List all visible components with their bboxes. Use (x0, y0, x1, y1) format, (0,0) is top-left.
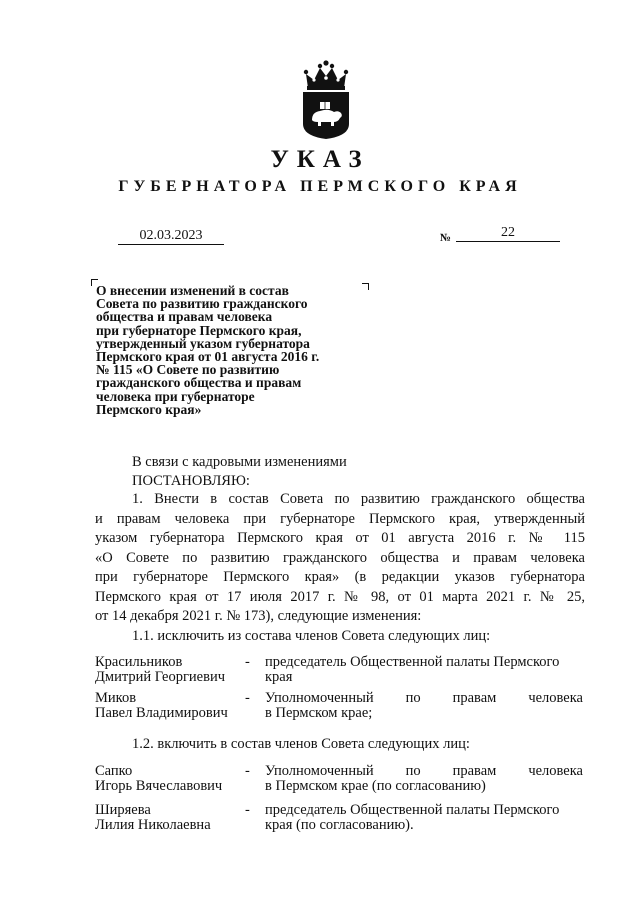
person-name (95, 691, 245, 721)
entry-dash: - (245, 763, 250, 779)
person-position (265, 691, 583, 721)
item-1 (95, 490, 585, 627)
document-date: 02.03.2023 (118, 227, 224, 245)
position-line: председатель Общественной палаты Пермского (265, 654, 560, 670)
person-entry (95, 764, 585, 796)
document-title: УКАЗ (270, 146, 370, 173)
person-position (265, 655, 583, 685)
item-1-line: при губернаторе Пермского края» (в редакции указов губернатора (95, 569, 585, 585)
item-1-line: Пермского края от 17 июля 2017 г. № 98, от 01 марта 2021 г. № 25, (95, 588, 585, 605)
person-given-name: Павел Владимирович (95, 705, 228, 721)
subject-line: гражданского общества и правам (96, 375, 302, 391)
number-label: № (440, 232, 452, 244)
person-entry (95, 691, 585, 723)
subject-line: человека при губернаторе (96, 388, 255, 404)
item-1-line: и правам человека при губернаторе Пермского края, утвержденный (95, 510, 585, 527)
position-line: края (по согласованию). (265, 817, 414, 833)
entry-dash: - (245, 690, 250, 706)
item-1-line: 1. Внести в состав Совета по развитию гражданского общества (132, 491, 585, 507)
item-1-1: 1.1. исключить из состава членов Совета следующих лиц: (132, 628, 491, 644)
position-line: края (265, 669, 293, 685)
person-surname: Ширяева (95, 802, 151, 818)
document-number: 22 (456, 224, 560, 242)
person-given-name: Лилия Николаевна (95, 817, 211, 833)
subject-line: утвержденный указом губернатора (96, 335, 310, 351)
subject-line: Пермского края от 01 августа 2016 г. (96, 349, 320, 365)
person-surname: Миков (95, 690, 137, 706)
subject-line: Совета по развитию гражданского (96, 296, 308, 312)
person-given-name: Игорь Вячеславович (95, 778, 223, 794)
document-subtitle: ГУБЕРНАТОРА ПЕРМСКОГО КРАЯ (118, 178, 522, 195)
position-line: в Пермском крае; (265, 705, 373, 721)
entry-dash: - (245, 802, 250, 818)
document-subject (96, 284, 368, 416)
person-surname: Красильников (95, 654, 183, 670)
person-position (265, 803, 583, 833)
decree-word: ПОСТАНОВЛЯЮ: (132, 473, 250, 489)
person-surname: Сапко (95, 763, 133, 779)
person-entry (95, 803, 585, 835)
item-1-line: «О Совете по развитию гражданского общества и правам человека (95, 549, 585, 566)
position-line: Уполномоченный по правам человека (265, 690, 583, 706)
person-position (265, 764, 583, 794)
subject-line: при губернаторе Пермского края, (96, 322, 302, 338)
item-1-line: указом губернатора Пермского края от 01 августа 2016 г. № 115 (95, 530, 585, 546)
person-entry (95, 655, 585, 687)
entry-dash: - (245, 654, 250, 670)
person-name (95, 803, 245, 833)
item-1-line: от 14 декабря 2021 г. № 173), следующие изменения: (95, 608, 422, 624)
subject-line: общества и правам человека (96, 309, 273, 325)
crown-icon (304, 60, 348, 90)
position-line: Уполномоченный по правам человека (265, 763, 583, 779)
shield-icon (303, 92, 349, 139)
perm-krai-emblem (300, 58, 352, 140)
person-given-name: Дмитрий Георгиевич (95, 669, 225, 685)
subject-line: № 115 «О Совете по развитию (96, 362, 280, 378)
intro-text: В связи с кадровыми изменениями (132, 454, 347, 470)
position-line: председатель Общественной палаты Пермского (265, 802, 560, 818)
person-name (95, 764, 245, 794)
person-name (95, 655, 245, 685)
position-line: в Пермском крае (по согласованию) (265, 778, 486, 794)
item-1-2: 1.2. включить в состав членов Совета следующих лиц: (132, 736, 470, 752)
subject-line: Пермского края» (96, 401, 202, 417)
subject-line: О внесении изменений в состав (96, 283, 289, 298)
